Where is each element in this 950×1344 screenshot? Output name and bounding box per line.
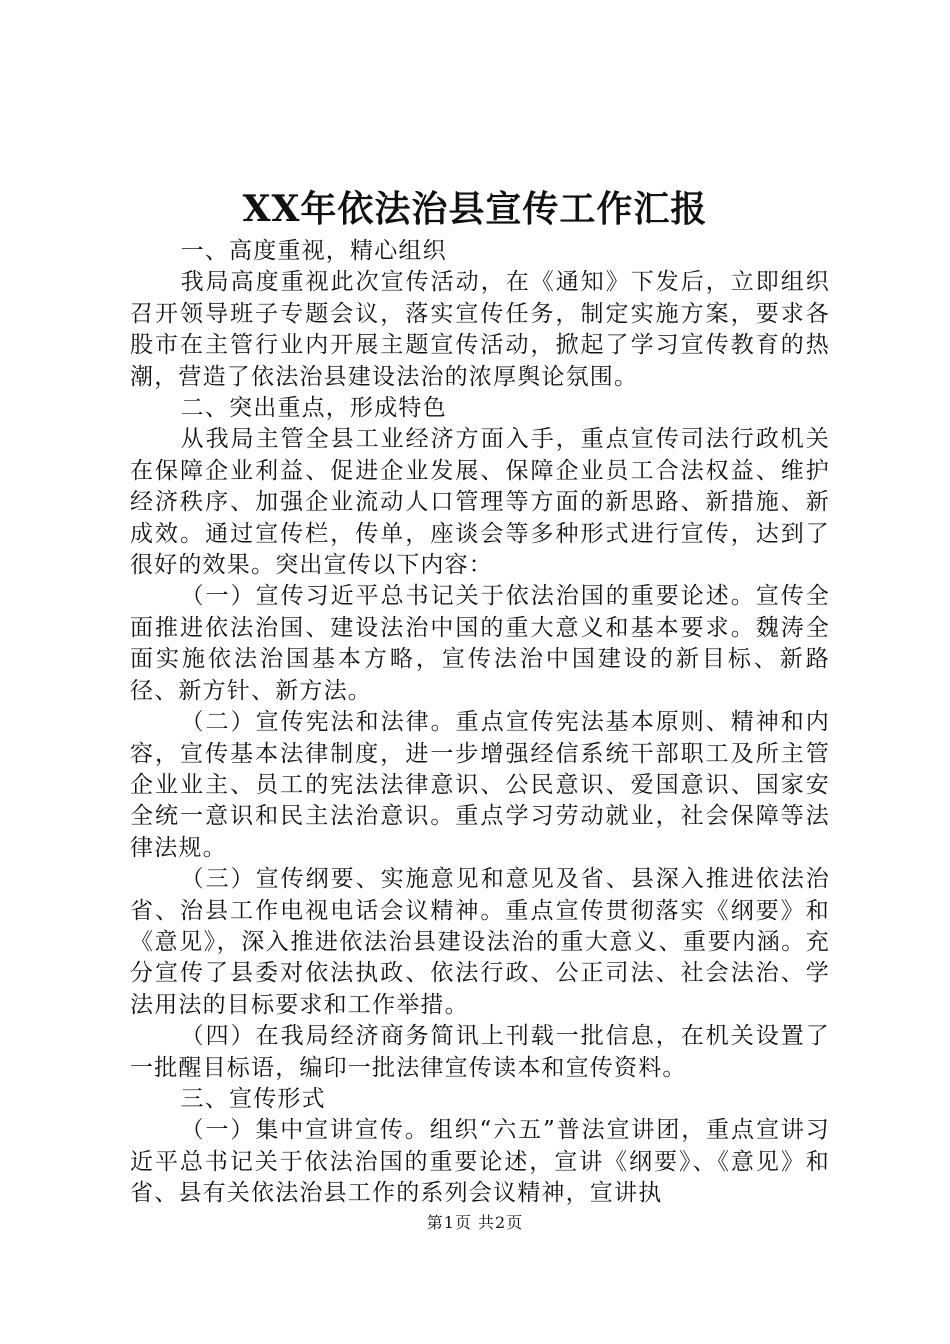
section-heading-1: 一、高度重视，精心组织 (180, 238, 447, 264)
paragraph: （三）宣传纲要、实施意见和意见及省、县深入推进依法治省、治县工作电视电话会议精神。重点宣传贯彻落实《纲要》和《意见》，深入推进依法治县建设法治的重大意义、重要内涵。充分宣传了县委对依法执政、依法行政、公正司法、社会法治、学法用法的目标要求和工作举措。 (130, 866, 830, 1018)
paragraph: （二）宣传宪法和法律。重点宣传宪法基本原则、精神和内容，宣传基本法律制度，进一步增强经信系统干部职工及所主管企业业主、员工的宪法法律意识、公民意识、爱国意识、国家安全统一意识和民主法治意识。重点学习劳动就业，社会保障等法律法规。 (130, 709, 830, 861)
paragraph: （四）在我局经济商务简讯上刊载一批信息，在机关设置了一批醒目标语，编印一批法律宣传读本和宣传资料。 (130, 1023, 830, 1081)
document-body (130, 236, 830, 1210)
paragraph: 我局高度重视此次宣传活动，在《通知》下发后，立即组织召开领导班子专题会议，落实宣传任务，制定实施方案，要求各股市在主管行业内开展主题宣传活动，掀起了学习宣传教育的热潮，营造了依法治县建设法治的浓厚舆论氛围。 (130, 269, 830, 390)
page-footer: 第1页 共2页 (426, 1213, 524, 1232)
section-heading-3: 三、宣传形式 (180, 1085, 326, 1112)
paragraph: （一）集中宣讲宣传。组织“六五”普法宣讲团，重点宣讲习近平总书记关于依法治国的重要论述，宣讲《纲要》、《意见》和省、县有关依法治县工作的系列会议精神，宣讲执 (130, 1117, 830, 1207)
paragraph: （一）宣传习近平总书记关于依法治国的重要论述。宣传全面推进依法治国、建设法治中国的重大意义和基本要求。魏涛全面实施依法治国基本方略，宣传法治中国建设的新目标、新路径、新方针、新方法。 (130, 583, 830, 704)
document-title: XX年依法治县宣传工作汇报 (242, 188, 708, 230)
paragraph: 从我局主管全县工业经济方面入手，重点宣传司法行政机关在保障企业利益、促进企业发展、保障企业员工合法权益、维护经济秩序、加强企业流动人口管理等方面的新思路、新措施、新成效。通过宣传栏，传单，座谈会等多种形式进行宣传，达到了很好的效果。突出宣传以下内容： (130, 426, 830, 579)
section-heading-2: 二、突出重点，形成特色 (180, 395, 447, 422)
